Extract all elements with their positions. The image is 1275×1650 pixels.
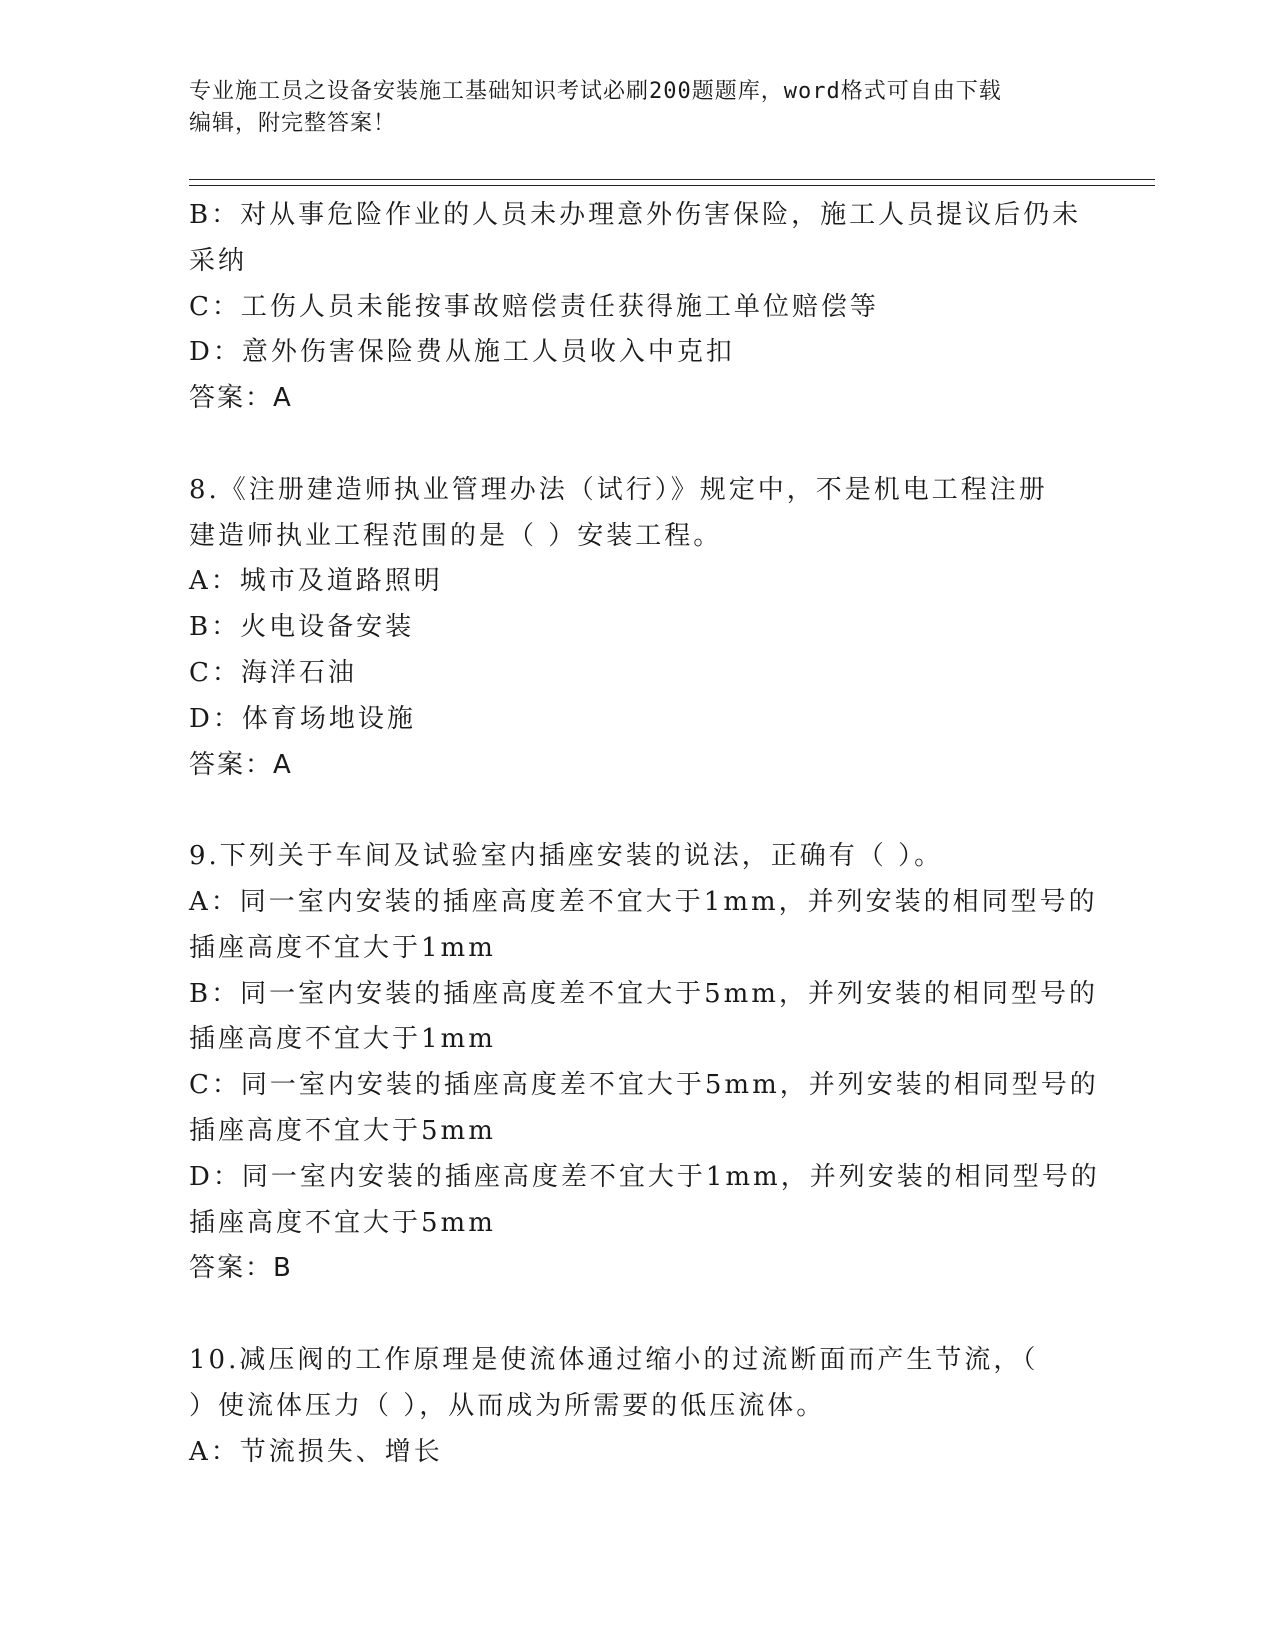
q10-stem-line-2: ）使流体压力（ ），从而成为所需要的低压流体。 — [189, 1390, 826, 1421]
question-content — [189, 193, 1100, 1475]
header-title-line-1: 专业施工员之设备安装施工基础知识考试必刷200题题库，word格式可自由下载 — [189, 79, 1002, 104]
q9-answer: 答案：B — [189, 1253, 293, 1284]
document-header — [189, 76, 1069, 140]
q8-option-b: B：火电设备安装 — [189, 612, 415, 643]
q9-option-c-line-1: C：同一室内安装的插座高度差不宜大于5mm，并列安装的相同型号的 — [189, 1070, 1099, 1101]
q9-option-d-line-2: 插座高度不宜大于5mm — [189, 1207, 496, 1238]
question-spacer — [189, 788, 1089, 834]
q7-option-b-line-2: 采纳 — [189, 245, 248, 276]
q9-option-a-line-2: 插座高度不宜大于1mm — [189, 932, 496, 963]
q8-answer: 答案：A — [189, 749, 293, 780]
q10-stem-line-1: 10.减压阀的工作原理是使流体通过缩小的过流断面而产生节流，（ — [189, 1344, 1039, 1375]
q8-stem-line-1: 8.《注册建造师执业管理办法（试行）》规定中，不是机电工程注册 — [189, 474, 1048, 505]
question-spacer — [189, 1292, 1089, 1338]
q9-option-a-line-1: A：同一室内安装的插座高度差不宜大于1mm，并列安装的相同型号的 — [189, 886, 1098, 917]
q7-answer: 答案：A — [189, 383, 293, 414]
q7-option-c: C：工伤人员未能按事故赔偿责任获得施工单位赔偿等 — [189, 291, 879, 322]
q8-option-d: D：体育场地设施 — [189, 703, 416, 734]
q9-option-b-line-2: 插座高度不宜大于1mm — [189, 1024, 496, 1055]
q10-option-a: A：节流损失、增长 — [189, 1436, 443, 1467]
header-divider — [189, 179, 1155, 186]
question-spacer — [189, 422, 1089, 468]
q7-option-b-line-1: B：对从事危险作业的人员未办理意外伤害保险，施工人员提议后仍未 — [189, 200, 1082, 230]
q9-option-d-line-1: D：同一室内安装的插座高度差不宜大于1mm，并列安装的相同型号的 — [189, 1161, 1100, 1192]
header-title-line-2: 编辑，附完整答案！ — [189, 111, 397, 136]
q8-option-a: A：城市及道路照明 — [189, 566, 443, 597]
q9-option-c-line-2: 插座高度不宜大于5mm — [189, 1115, 496, 1146]
q9-option-b-line-1: B：同一室内安装的插座高度差不宜大于5mm，并列安装的相同型号的 — [189, 978, 1098, 1009]
q8-stem-line-2: 建造师执业工程范围的是（ ）安装工程。 — [189, 520, 723, 551]
q8-option-c: C：海洋石油 — [189, 657, 357, 688]
q9-stem: 9.下列关于车间及试验室内插座安装的说法，正确有（ ）。 — [189, 841, 944, 872]
q7-option-d: D：意外伤害保险费从施工人员收入中克扣 — [189, 337, 735, 368]
